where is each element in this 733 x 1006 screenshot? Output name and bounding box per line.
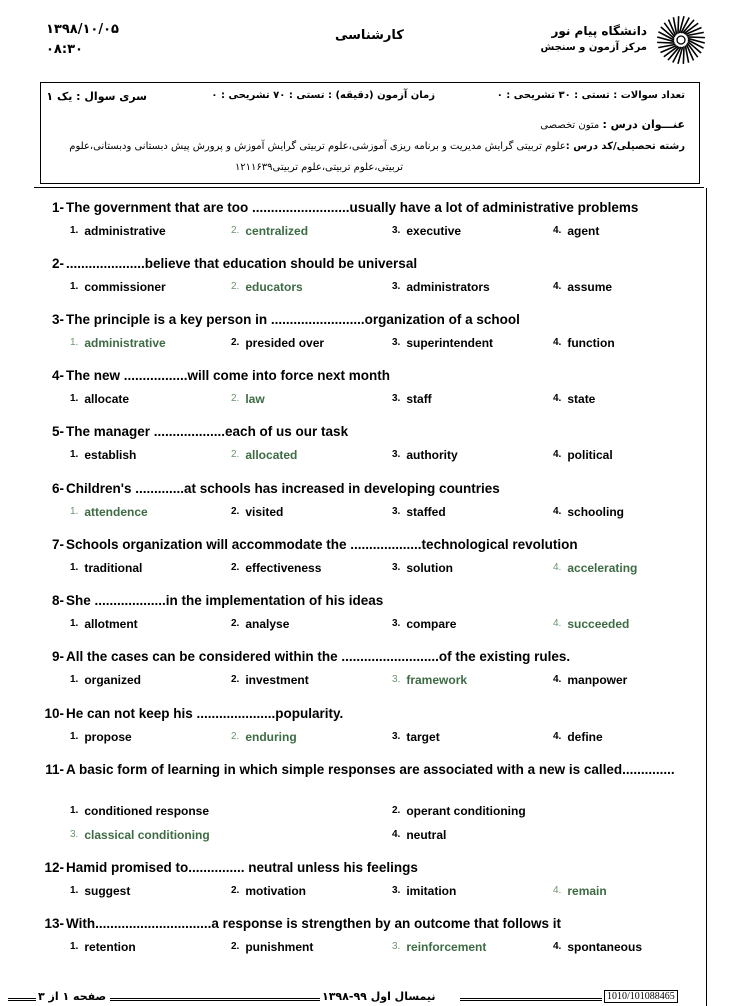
option-number: 3. — [392, 885, 401, 896]
option-text: define — [567, 730, 603, 744]
question-stem: The principle is a key person in .........................organization of a school — [66, 312, 520, 327]
option-number: 2. — [231, 225, 240, 236]
option-number: 4. — [553, 337, 562, 348]
answer-option[interactable] — [553, 392, 595, 406]
answer-option[interactable] — [392, 940, 486, 954]
option-text: administrators — [406, 280, 490, 294]
option-text: effectiveness — [245, 561, 322, 575]
option-number: 1. — [70, 885, 79, 896]
option-text: allocate — [84, 392, 130, 406]
question-number: 8- — [51, 593, 64, 608]
option-text: suggest — [84, 884, 131, 898]
option-number: 1. — [70, 731, 79, 742]
option-number: 1. — [70, 337, 79, 348]
question-number: 6- — [51, 481, 64, 496]
option-number: 4. — [553, 731, 562, 742]
option-number: 4. — [553, 885, 562, 896]
answer-option[interactable] — [231, 673, 309, 687]
option-text: target — [406, 730, 440, 744]
question-number: 11- — [45, 762, 64, 777]
option-text: framework — [406, 673, 468, 687]
option-text: motivation — [245, 884, 307, 898]
answer-option[interactable] — [70, 280, 166, 294]
answer-option[interactable] — [70, 673, 141, 687]
answer-option[interactable] — [553, 673, 627, 687]
option-text: accelerating — [567, 561, 638, 575]
option-text: function — [567, 336, 615, 350]
option-number: 4. — [553, 941, 562, 952]
question-stem: He can not keep his .....................popularity. — [66, 706, 344, 721]
option-text: educators — [245, 280, 303, 294]
option-number: 2. — [231, 618, 240, 629]
question-number: 12- — [44, 860, 64, 875]
option-text: operant conditioning — [406, 804, 526, 818]
option-text: administrative — [84, 336, 166, 350]
option-text: succeeded — [567, 617, 630, 631]
option-text: manpower — [567, 673, 628, 687]
answer-option[interactable] — [392, 617, 456, 631]
answer-option[interactable] — [70, 730, 132, 744]
question-stem: .....................believe that education should be universal — [66, 256, 418, 271]
option-text: administrative — [84, 224, 166, 238]
answer-option[interactable] — [70, 617, 138, 631]
answer-option[interactable] — [553, 280, 612, 294]
exam-date: ۱۳۹۸/۱۰/۰۵ — [46, 22, 119, 37]
option-text: traditional — [84, 561, 143, 575]
answer-option[interactable] — [392, 336, 493, 350]
option-number: 2. — [231, 562, 240, 573]
question-series: سری سوال : یک ۱ — [46, 90, 147, 103]
question-stem: The new .................will come into force next month — [66, 368, 391, 383]
option-text: conditioned response — [84, 804, 210, 818]
option-number: 3. — [70, 829, 79, 840]
answer-option[interactable] — [392, 561, 453, 575]
option-text: organized — [84, 673, 142, 687]
option-number: 2. — [231, 393, 240, 404]
option-number: 3. — [392, 731, 401, 742]
option-text: solution — [406, 561, 454, 575]
answer-option[interactable] — [553, 336, 615, 350]
question-stem: Children's .............at schools has increased in developing countries — [66, 481, 500, 496]
question-number: 9- — [51, 649, 64, 664]
question-number: 4- — [51, 368, 64, 383]
footer-rule — [8, 998, 36, 1001]
question-stem: Schools organization will accommodate the ...................technological revolution — [66, 537, 578, 552]
option-text: staff — [406, 392, 432, 406]
option-text: visited — [245, 505, 284, 519]
university-logo-icon — [655, 14, 707, 66]
option-text: enduring — [245, 730, 297, 744]
semester: نیمسال اول ۹۹-۱۳۹۸ — [322, 990, 436, 1003]
question-number: 1- — [51, 200, 64, 215]
answer-option[interactable] — [70, 940, 136, 954]
option-number: 2. — [231, 337, 240, 348]
option-text: political — [567, 448, 613, 462]
section-divider — [34, 187, 704, 188]
option-number: 2. — [231, 674, 240, 685]
option-number: 2. — [231, 281, 240, 292]
option-text: staffed — [406, 505, 446, 519]
option-number: 2. — [231, 449, 240, 460]
answer-option[interactable] — [70, 336, 166, 350]
option-number: 4. — [553, 562, 562, 573]
option-text: allocated — [245, 448, 298, 462]
option-number: 1. — [70, 618, 79, 629]
option-number: 1. — [70, 281, 79, 292]
answer-option[interactable] — [553, 884, 607, 898]
page-border-right — [706, 188, 707, 1006]
option-number: 4. — [553, 674, 562, 685]
question-number: 5- — [51, 424, 64, 439]
answer-option[interactable] — [392, 730, 440, 744]
answer-option[interactable] — [231, 561, 321, 575]
question-number: 10- — [44, 706, 64, 721]
option-text: presided over — [245, 336, 325, 350]
option-text: compare — [406, 617, 457, 631]
answer-option[interactable] — [231, 224, 308, 238]
option-number: 2. — [392, 805, 401, 816]
option-text: punishment — [245, 940, 314, 954]
answer-option[interactable] — [70, 505, 148, 519]
course-title: عنـــوان درس : متون تخصصی — [540, 118, 685, 131]
option-text: spontaneous — [567, 940, 643, 954]
option-number: 3. — [392, 618, 401, 629]
option-text: centralized — [245, 224, 309, 238]
question-number: 2- — [51, 256, 64, 271]
question-count: تعداد سوالات : تستی : ۳۰ تشریحی : ۰ — [496, 90, 685, 101]
option-text: authority — [406, 448, 458, 462]
option-number: 3. — [392, 674, 401, 685]
degree-level: کارشناسی — [335, 28, 404, 43]
answer-option[interactable] — [231, 448, 297, 462]
exam-code: 1010/101088465 — [604, 990, 678, 1003]
option-number: 1. — [70, 805, 79, 816]
option-number: 4. — [553, 506, 562, 517]
answer-option[interactable] — [70, 804, 209, 818]
answer-option[interactable] — [231, 617, 289, 631]
answer-option[interactable] — [231, 884, 306, 898]
option-text: investment — [245, 673, 309, 687]
option-text: assume — [567, 280, 613, 294]
option-number: 3. — [392, 393, 401, 404]
question-stem: She ...................in the implementation of his ideas — [66, 593, 384, 608]
option-text: propose — [84, 730, 132, 744]
answer-option[interactable] — [70, 392, 129, 406]
option-text: superintendent — [406, 336, 494, 350]
option-text: classical conditioning — [84, 828, 210, 842]
answer-option[interactable] — [553, 730, 603, 744]
answer-option[interactable] — [231, 505, 283, 519]
option-text: remain — [567, 884, 607, 898]
option-number: 4. — [553, 281, 562, 292]
option-number: 1. — [70, 225, 79, 236]
answer-option[interactable] — [392, 673, 467, 687]
option-text: state — [567, 392, 596, 406]
option-number: 3. — [392, 337, 401, 348]
answer-option[interactable] — [553, 224, 599, 238]
answer-option[interactable] — [231, 280, 303, 294]
option-number: 4. — [553, 618, 562, 629]
option-text: retention — [84, 940, 136, 954]
field-of-study: رشته تحصیلی/کد درس :علوم تربیتی گرایش مدیریت و برنامه ریزی آموزشی،علوم تربیتی گرایش آموزش و پرورش پیش دبستانی ودبستانی،علوم — [69, 141, 685, 152]
answer-option[interactable] — [231, 730, 297, 744]
question-stem: A basic form of learning in which simple responses are associated with a new is called.............. — [66, 762, 675, 777]
question-stem: The manager ...................each of us our task — [66, 424, 349, 439]
answer-option[interactable] — [231, 940, 313, 954]
option-number: 3. — [392, 449, 401, 460]
question-number: 13- — [44, 916, 64, 931]
option-number: 3. — [392, 941, 401, 952]
option-number: 4. — [553, 393, 562, 404]
exam-duration: زمان آزمون (دقیقه) : تستی : ۷۰ تشریحی : ۰ — [211, 90, 435, 101]
option-text: commissioner — [84, 280, 166, 294]
answer-option[interactable] — [553, 561, 637, 575]
answer-option[interactable] — [392, 884, 456, 898]
footer-rule — [460, 998, 602, 1001]
page-number: صفحه ۱ از ۳ — [38, 990, 107, 1003]
option-number: 4. — [392, 829, 401, 840]
answer-option[interactable] — [392, 448, 458, 462]
option-number: 4. — [553, 449, 562, 460]
question-stem: The government that are too ..........................usually have a lot of administrative problems — [66, 200, 639, 215]
field-of-study-continued: تربیتی،علوم تربیتی،علوم تربیتی۱۲۱۱۶۳۹ — [234, 162, 403, 173]
exam-time-of-day: ۰۸:۳۰ — [46, 42, 83, 57]
answer-option[interactable] — [553, 940, 642, 954]
answer-option[interactable] — [392, 392, 432, 406]
option-number: 2. — [231, 506, 240, 517]
answer-option[interactable] — [231, 336, 324, 350]
option-number: 3. — [392, 281, 401, 292]
option-number: 2. — [231, 731, 240, 742]
question-stem: Hamid promised to............... neutral unless his feelings — [66, 860, 418, 875]
question-number: 7- — [51, 537, 64, 552]
option-number: 4. — [553, 225, 562, 236]
answer-option[interactable] — [70, 448, 136, 462]
option-text: imitation — [406, 884, 457, 898]
option-text: executive — [406, 224, 462, 238]
option-number: 1. — [70, 674, 79, 685]
question-number: 3- — [51, 312, 64, 327]
option-text: establish — [84, 448, 137, 462]
answer-option[interactable] — [70, 561, 142, 575]
option-number: 3. — [392, 562, 401, 573]
question-stem: With...............................a response is strengthen by an outcome that follows it — [66, 916, 561, 931]
answer-option[interactable] — [553, 617, 629, 631]
option-text: analyse — [245, 617, 290, 631]
option-text: schooling — [567, 505, 625, 519]
option-number: 2. — [231, 941, 240, 952]
center-name: مرکز آزمون و سنجش — [540, 42, 647, 53]
answer-option[interactable] — [553, 505, 624, 519]
footer-rule — [110, 998, 320, 1001]
option-number: 1. — [70, 449, 79, 460]
option-text: law — [245, 392, 265, 406]
option-text: neutral — [406, 828, 447, 842]
option-text: attendence — [84, 505, 148, 519]
option-number: 1. — [70, 941, 79, 952]
answer-option[interactable] — [70, 828, 210, 842]
option-number: 1. — [70, 562, 79, 573]
option-number: 1. — [70, 393, 79, 404]
option-number: 2. — [231, 885, 240, 896]
answer-option[interactable] — [553, 448, 613, 462]
university-name: دانشگاه پیام نور — [551, 24, 647, 38]
answer-option[interactable] — [231, 392, 265, 406]
answer-option[interactable] — [392, 505, 446, 519]
option-text: allotment — [84, 617, 138, 631]
answer-option[interactable] — [70, 224, 166, 238]
option-text: reinforcement — [406, 940, 487, 954]
question-stem: All the cases can be considered within the ..........................of the existing rules. — [66, 649, 571, 664]
answer-option[interactable] — [392, 280, 490, 294]
option-number: 1. — [70, 506, 79, 517]
option-number: 3. — [392, 506, 401, 517]
answer-option[interactable] — [70, 884, 130, 898]
answer-option[interactable] — [392, 804, 526, 818]
answer-option[interactable] — [392, 828, 446, 842]
option-text: agent — [567, 224, 600, 238]
answer-option[interactable] — [392, 224, 461, 238]
option-number: 3. — [392, 225, 401, 236]
